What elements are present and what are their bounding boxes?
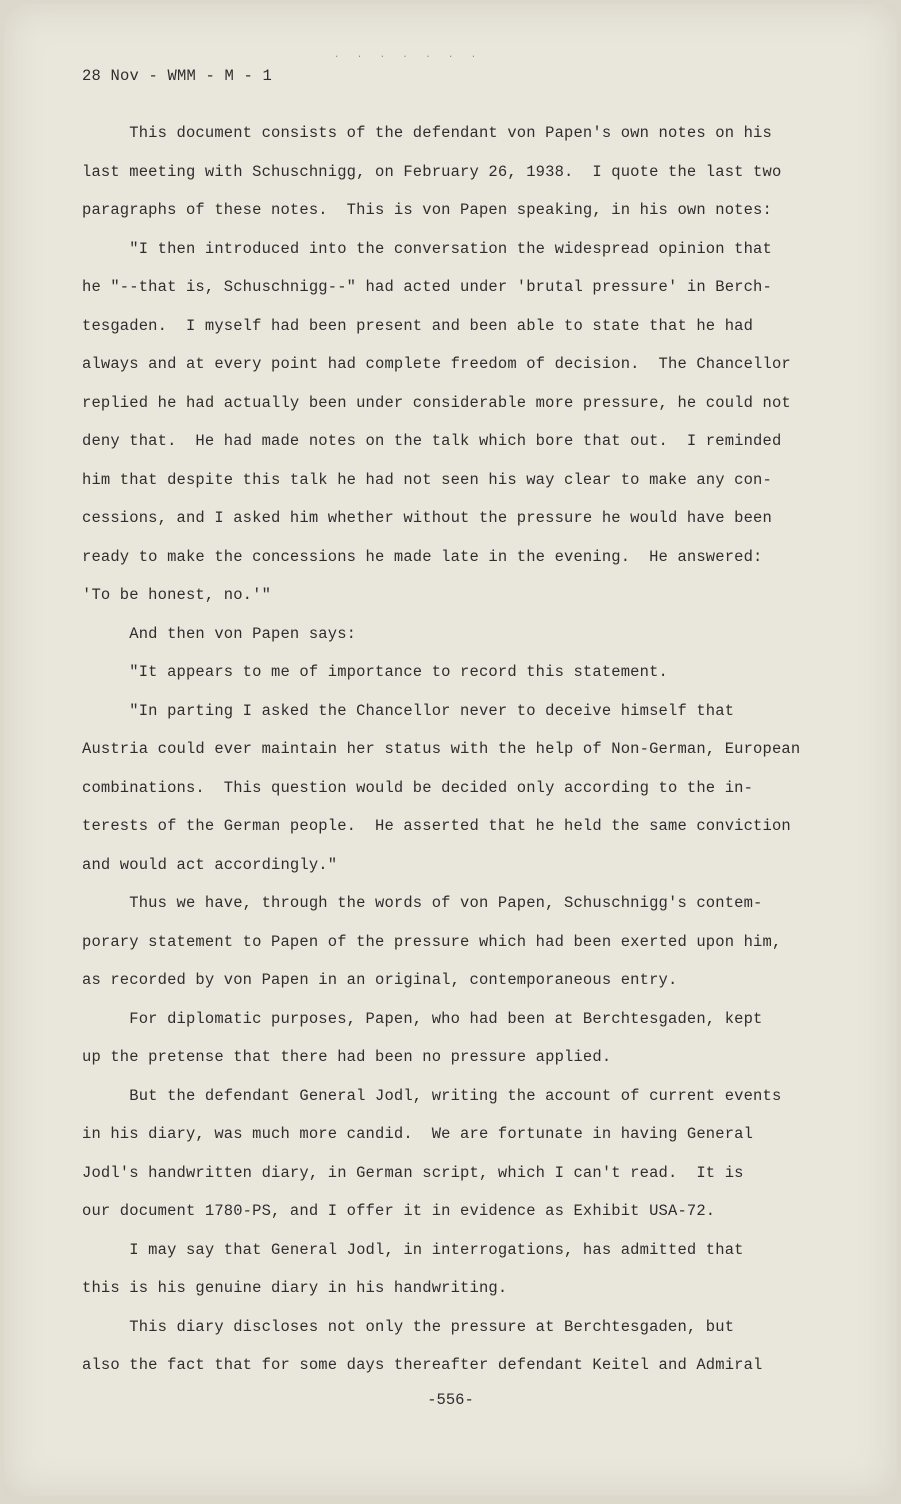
text-line: And then von Papen says:	[82, 624, 357, 643]
text-line: 'To be honest, no.'"	[82, 586, 272, 604]
text-line: Jodl's handwritten diary, in German script, which I can't read. It is	[82, 1163, 744, 1182]
text-line: deny that. He had made notes on the talk which bore that out. I reminded	[82, 432, 782, 450]
text-line: in his diary, was much more candid. We are fortunate in having General	[82, 1125, 754, 1143]
paper-specks: · · · · · · ·	[334, 52, 483, 62]
text-line: But the defendant General Jodl, writing the account of current events	[82, 1086, 782, 1105]
text-line: Austria could ever maintain her status with the help of Non-German, European	[82, 740, 801, 758]
page-header: 28 Nov - WMM - M - 1	[82, 67, 273, 85]
text-line: this is his genuine diary in his handwriting.	[82, 1279, 508, 1297]
text-line: This diary discloses not only the pressure at Berchtesgaden, but	[82, 1317, 735, 1336]
text-line: porary statement to Papen of the pressure which had been exerted upon him,	[82, 932, 782, 951]
text-line: him that despite this talk he had not seen his way clear to make any con-	[82, 470, 772, 489]
text-line: This document consists of the defendant von Papen's own notes on his	[82, 124, 772, 142]
text-line: as recorded by von Papen in an original, contemporaneous entry.	[82, 971, 678, 989]
text-line: and would act accordingly."	[82, 855, 338, 874]
text-line: last meeting with Schuschnigg, on February 26, 1938. I quote the last two	[82, 162, 782, 181]
text-line: always and at every point had complete freedom of decision. The Chancellor	[82, 355, 791, 373]
document-page	[4, 4, 897, 1496]
text-line: cessions, and I asked him whether without the pressure he would have been	[82, 509, 772, 527]
text-line: "In parting I asked the Chancellor never to deceive himself that	[82, 701, 735, 720]
text-line: combinations. This question would be decided only according to the in-	[82, 778, 754, 797]
text-line: up the pretense that there had been no pressure applied.	[82, 1048, 612, 1066]
text-line: paragraphs of these notes. This is von Papen speaking, in his own notes:	[82, 201, 772, 219]
text-line: "I then introduced into the conversation the widespread opinion that	[82, 239, 772, 258]
text-line: "It appears to me of importance to record this statement.	[82, 663, 668, 681]
text-line: tesgaden. I myself had been present and been able to state that he had	[82, 316, 754, 335]
text-line: ready to make the concessions he made late in the evening. He answered:	[82, 547, 763, 566]
text-line: For diplomatic purposes, Papen, who had been at Berchtesgaden, kept	[82, 1009, 763, 1028]
text-line: I may say that General Jodl, in interrogations, has admitted that	[82, 1240, 744, 1259]
document-body	[82, 119, 822, 1390]
text-line: he "--that is, Schuschnigg--" had acted under 'brutal pressure' in Berch-	[82, 278, 772, 296]
text-line: also the fact that for some days thereafter defendant Keitel and Admiral	[82, 1356, 763, 1374]
text-line: Thus we have, through the words of von Papen, Schuschnigg's contem-	[82, 894, 763, 912]
text-line: terests of the German people. He asserted that he held the same conviction	[82, 817, 791, 835]
text-line: replied he had actually been under considerable more pressure, he could not	[82, 393, 791, 412]
page-number: -556-	[427, 1391, 474, 1409]
text-line: our document 1780-PS, and I offer it in evidence as Exhibit USA-72.	[82, 1202, 716, 1220]
